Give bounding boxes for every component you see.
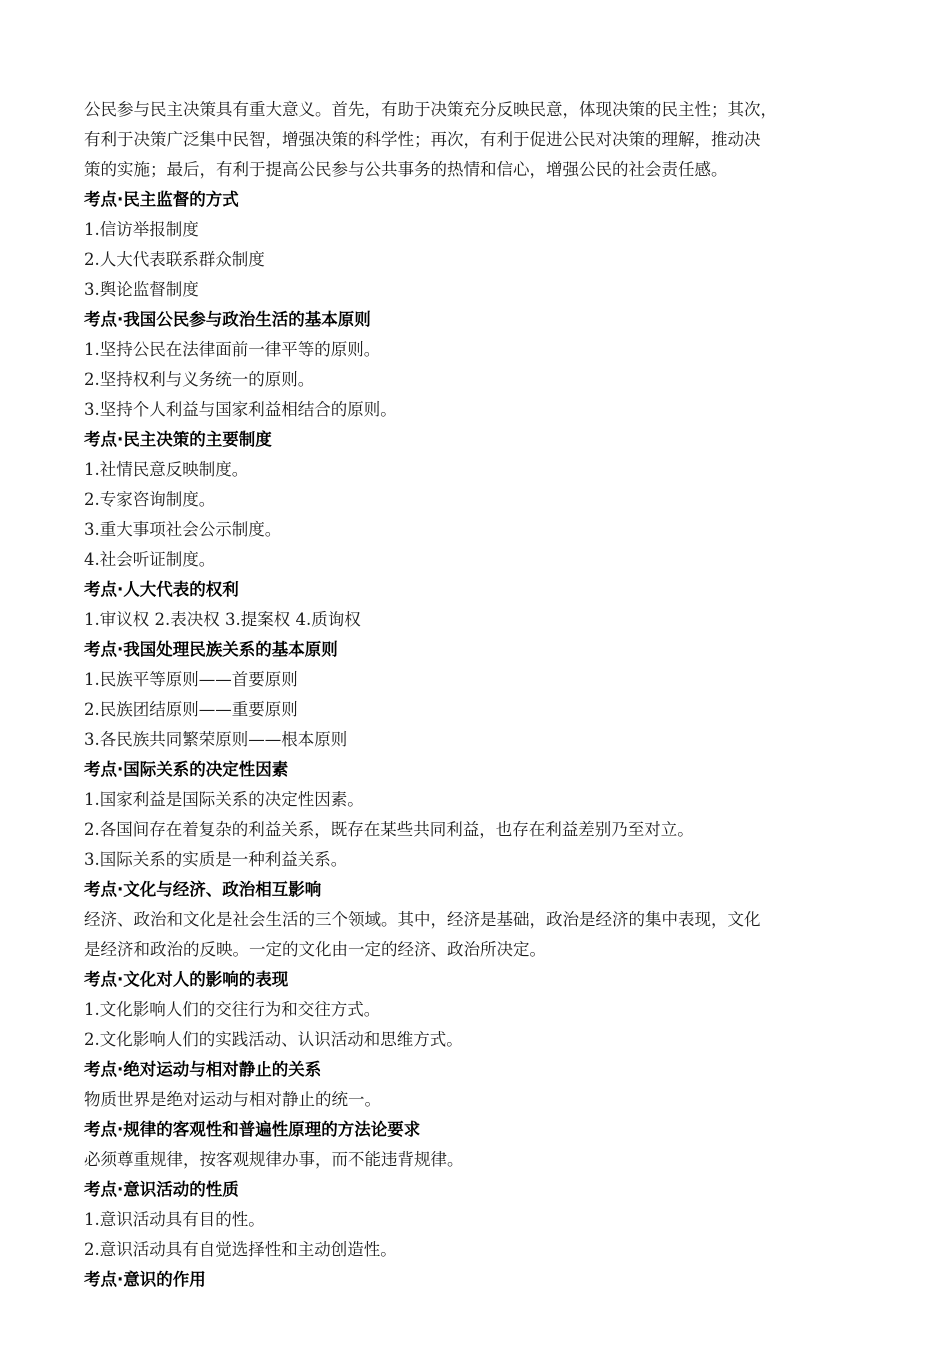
list-item: 1.国家利益是国际关系的决定性因素。 xyxy=(84,790,364,809)
list-item: 2.文化影响人们的实践活动、认识活动和思维方式。 xyxy=(84,1030,463,1049)
list-item: 1.民族平等原则——首要原则 xyxy=(84,670,298,689)
section-supervision-methods xyxy=(84,185,884,305)
section-law-objectivity xyxy=(84,1115,884,1175)
section-deputy-rights xyxy=(84,575,884,635)
section-participation-principles xyxy=(84,305,884,425)
list-item: 1.坚持公民在法律面前一律平等的原则。 xyxy=(84,340,381,359)
list-item: 2.坚持权利与义务统一的原则。 xyxy=(84,370,315,389)
intro-line: 有利于决策广泛集中民智，增强决策的科学性；再次，有利于促进公民对决策的理解，推动决 xyxy=(84,130,761,149)
list-item: 2.意识活动具有自觉选择性和主动创造性。 xyxy=(84,1240,397,1259)
section-consciousness-role xyxy=(84,1265,884,1295)
list-item: 1.信访举报制度 xyxy=(84,220,199,239)
list-item: 3.舆论监督制度 xyxy=(84,280,199,299)
section-heading: 考点·规律的客观性和普遍性原理的方法论要求 xyxy=(84,1120,421,1139)
section-consciousness-nature xyxy=(84,1175,884,1265)
section-heading: 考点·文化与经济、政治相互影响 xyxy=(84,880,322,899)
list-item: 1.文化影响人们的交往行为和交往方式。 xyxy=(84,1000,381,1019)
section-motion-rest xyxy=(84,1055,884,1115)
list-item: 3.各民族共同繁荣原则——根本原则 xyxy=(84,730,348,749)
list-item: 3.重大事项社会公示制度。 xyxy=(84,520,282,539)
intro-line: 策的实施；最后，有利于提高公民参与公共事务的热情和信心，增强公民的社会责任感。 xyxy=(84,160,728,179)
section-heading: 考点·绝对运动与相对静止的关系 xyxy=(84,1060,322,1079)
section-culture-economy-politics xyxy=(84,875,884,965)
body-line: 物质世界是绝对运动与相对静止的统一。 xyxy=(84,1090,381,1109)
section-heading: 考点·人大代表的权利 xyxy=(84,580,239,599)
body-line: 是经济和政治的反映。一定的文化由一定的经济、政治所决定。 xyxy=(84,940,546,959)
section-decision-systems xyxy=(84,425,884,575)
section-heading: 考点·民主监督的方式 xyxy=(84,190,239,209)
section-heading: 考点·我国公民参与政治生活的基本原则 xyxy=(84,310,371,329)
section-heading: 考点·民主决策的主要制度 xyxy=(84,430,272,449)
list-item: 1.审议权 2.表决权 3.提案权 4.质询权 xyxy=(84,610,361,629)
list-item: 2.人大代表联系群众制度 xyxy=(84,250,265,269)
list-item: 1.意识活动具有目的性。 xyxy=(84,1210,265,1229)
body-line: 必须尊重规律，按客观规律办事，而不能违背规律。 xyxy=(84,1150,464,1169)
intro-line: 公民参与民主决策具有重大意义。首先，有助于决策充分反映民意，体现决策的民主性；其次， xyxy=(84,100,777,119)
list-item: 2.专家咨询制度。 xyxy=(84,490,216,509)
list-item: 2.各国间存在着复杂的利益关系，既存在某些共同利益，也存在利益差别乃至对立。 xyxy=(84,820,694,839)
list-item: 1.社情民意反映制度。 xyxy=(84,460,249,479)
section-heading: 考点·我国处理民族关系的基本原则 xyxy=(84,640,338,659)
section-ethnic-principles xyxy=(84,635,884,755)
section-culture-influence xyxy=(84,965,884,1055)
document-page xyxy=(84,95,884,1295)
list-item: 3.国际关系的实质是一种利益关系。 xyxy=(84,850,348,869)
section-heading: 考点·文化对人的影响的表现 xyxy=(84,970,289,989)
list-item: 3.坚持个人利益与国家利益相结合的原则。 xyxy=(84,400,397,419)
list-item: 2.民族团结原则——重要原则 xyxy=(84,700,298,719)
list-item: 4.社会听证制度。 xyxy=(84,550,216,569)
section-international-relations xyxy=(84,755,884,875)
section-heading: 考点·意识的作用 xyxy=(84,1270,206,1289)
section-heading: 考点·意识活动的性质 xyxy=(84,1180,239,1199)
body-line: 经济、政治和文化是社会生活的三个领域。其中，经济是基础，政治是经济的集中表现，文化 xyxy=(84,910,761,929)
section-heading: 考点·国际关系的决定性因素 xyxy=(84,760,289,779)
intro-paragraph xyxy=(84,95,884,185)
